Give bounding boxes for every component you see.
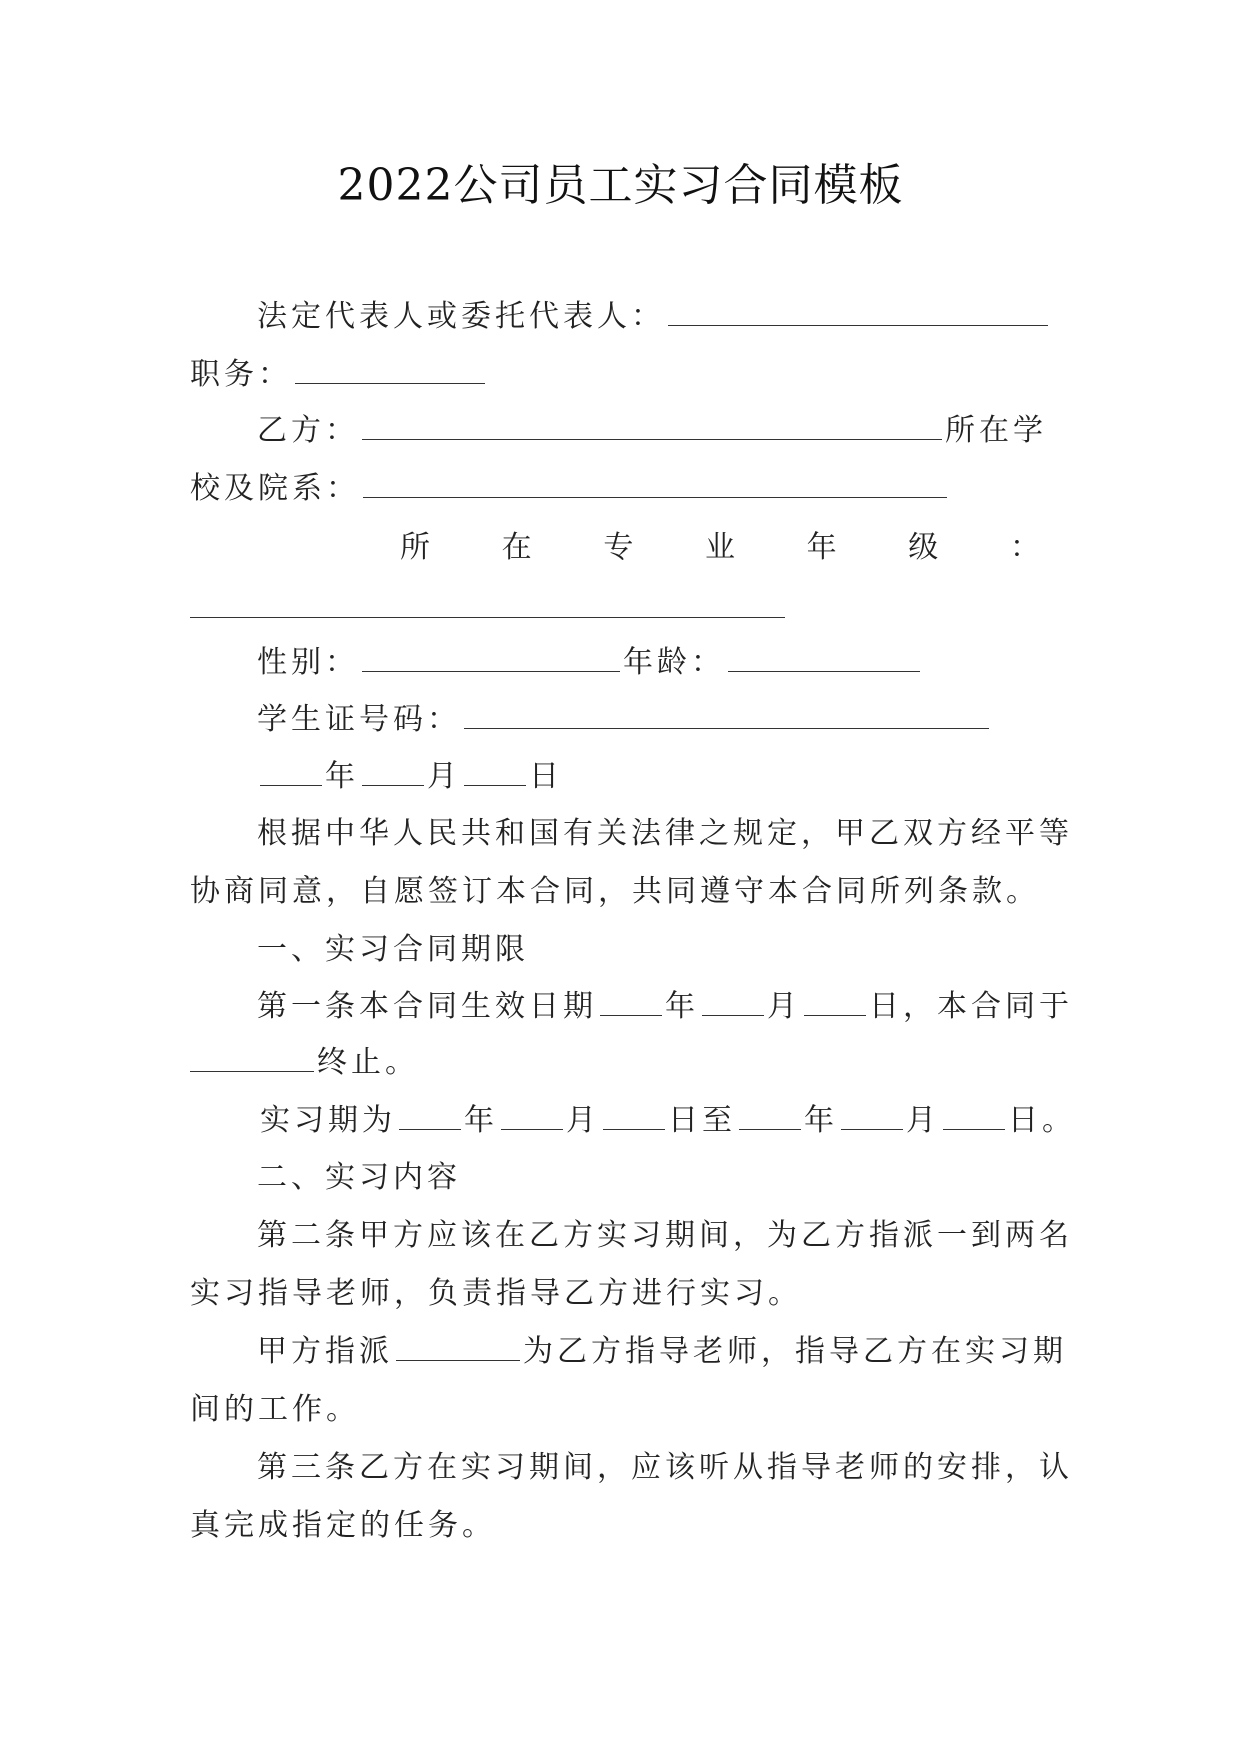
major-grade-char: 所 xyxy=(400,530,430,565)
period-day-to: 日至 xyxy=(668,1103,736,1138)
position-blank[interactable] xyxy=(295,355,485,384)
major-grade-char: 业 xyxy=(704,530,735,565)
article-1-line-1 xyxy=(257,987,1073,1027)
student-id-line xyxy=(257,700,992,740)
major-grade-char: 级 xyxy=(908,530,939,565)
position-label: 职务： xyxy=(190,357,292,392)
period-prefix: 实习期为 xyxy=(260,1103,396,1138)
intro-line-1: 根据中华人民共和国有关法律之规定，甲乙双方经平等 xyxy=(257,816,1073,851)
gender-label: 性别： xyxy=(257,645,359,680)
date-year-blank[interactable] xyxy=(260,757,322,786)
major-grade-blank[interactable] xyxy=(190,617,785,618)
school-label-part2: 校及院系： xyxy=(190,471,360,506)
party-b-line xyxy=(257,411,1047,451)
age-blank[interactable] xyxy=(728,643,920,672)
effective-year-label: 年 xyxy=(665,989,699,1024)
school-line xyxy=(190,469,950,509)
intro-line-2: 协商同意，自愿签订本合同，共同遵守本合同所列条款。 xyxy=(190,874,1040,909)
article-2-line-2: 实习指导老师，负责指导乙方进行实习。 xyxy=(190,1276,802,1311)
legal-rep-blank[interactable] xyxy=(668,297,1048,326)
school-label-part1: 所在学 xyxy=(945,413,1047,448)
internship-period-line xyxy=(260,1101,1076,1141)
party-b-label: 乙方： xyxy=(257,413,359,448)
period-start-month-blank[interactable] xyxy=(501,1101,563,1130)
period-day-end: 日。 xyxy=(1008,1103,1076,1138)
legal-rep-line xyxy=(257,297,1051,337)
major-grade-char: ： xyxy=(1009,530,1040,565)
school-blank[interactable] xyxy=(363,469,947,498)
assign-line-2: 间的工作。 xyxy=(190,1392,360,1427)
article-1-line-2 xyxy=(190,1043,419,1083)
assign-prefix: 甲方指派 xyxy=(257,1334,393,1369)
date-day-blank[interactable] xyxy=(464,757,526,786)
major-grade-char: 在 xyxy=(501,530,532,565)
period-end-day-blank[interactable] xyxy=(943,1101,1005,1130)
major-grade-char: 年 xyxy=(806,530,837,565)
effective-year-blank[interactable] xyxy=(600,987,662,1016)
legal-rep-label: 法定代表人或委托代表人： xyxy=(257,299,665,334)
assign-suffix: 为乙方指导老师，指导乙方在实习期 xyxy=(523,1334,1067,1369)
period-start-day-blank[interactable] xyxy=(603,1101,665,1130)
mentor-name-blank[interactable] xyxy=(396,1332,520,1361)
period-start-year-label: 年 xyxy=(464,1103,498,1138)
position-line xyxy=(190,355,488,395)
gender-blank[interactable] xyxy=(362,643,620,672)
major-grade-char: 专 xyxy=(603,530,634,565)
effective-day-suffix: 日，本合同于 xyxy=(869,989,1073,1024)
article-3-line-1: 第三条乙方在实习期间，应该听从指导老师的安排，认 xyxy=(257,1450,1073,1485)
period-end-month-label: 月 xyxy=(906,1103,940,1138)
article-2-line-1: 第二条甲方应该在乙方实习期间，为乙方指派一到两名 xyxy=(257,1218,1073,1253)
student-id-label: 学生证号码： xyxy=(257,702,461,737)
date-month-blank[interactable] xyxy=(362,757,424,786)
effective-month-blank[interactable] xyxy=(702,987,764,1016)
termination-blank[interactable] xyxy=(190,1043,314,1072)
period-start-month-label: 月 xyxy=(566,1103,600,1138)
age-label: 年龄： xyxy=(623,645,725,680)
gender-age-line xyxy=(257,643,923,683)
date-month-label: 月 xyxy=(427,759,461,794)
section-2-heading: 二、实习内容 xyxy=(257,1160,461,1195)
date-line xyxy=(257,757,563,797)
date-year-label: 年 xyxy=(325,759,359,794)
period-end-year-blank[interactable] xyxy=(739,1101,801,1130)
period-end-year-label: 年 xyxy=(804,1103,838,1138)
termination-label: 终止。 xyxy=(317,1045,419,1080)
party-b-blank[interactable] xyxy=(362,411,942,440)
date-day-label: 日 xyxy=(529,759,563,794)
assign-line-1 xyxy=(257,1332,1067,1372)
article-1-prefix: 第一条本合同生效日期 xyxy=(257,989,597,1024)
effective-day-blank[interactable] xyxy=(804,987,866,1016)
period-start-year-blank[interactable] xyxy=(399,1101,461,1130)
period-end-month-blank[interactable] xyxy=(841,1101,903,1130)
major-grade-label xyxy=(400,528,1040,568)
section-1-heading: 一、实习合同期限 xyxy=(257,932,529,967)
student-id-blank[interactable] xyxy=(464,700,989,729)
document-title: 2022公司员工实习合同模板 xyxy=(337,160,904,211)
effective-month-label: 月 xyxy=(767,989,801,1024)
article-3-line-2: 真完成指定的任务。 xyxy=(190,1508,496,1543)
